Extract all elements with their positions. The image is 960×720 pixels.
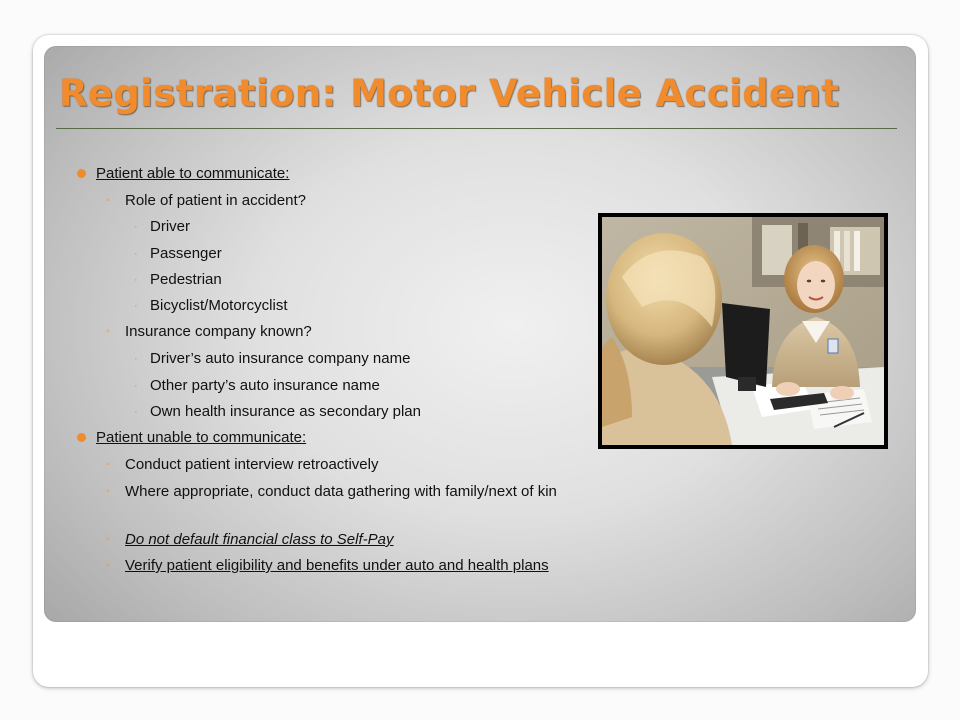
small-dot-bullet-icon: · [134, 380, 138, 392]
list-item-text: Own health insurance as secondary plan [150, 403, 421, 420]
sub-bullet-text: Verify patient eligibility and benefits under auto and health plans [125, 557, 549, 574]
bullet-text: Patient unable to communicate: [96, 429, 307, 446]
list-item-text: Driver [150, 218, 190, 235]
ring-bullet-icon: ◦ [106, 326, 110, 337]
slide-title: Registration: Motor Vehicle Accident [59, 72, 840, 115]
small-dot-bullet-icon: · [134, 274, 138, 286]
small-dot-bullet-icon: · [134, 221, 138, 233]
ring-bullet-icon: ◦ [106, 560, 110, 571]
sub-bullet-text: Where appropriate, conduct data gathering with family/next of kin [125, 483, 557, 500]
sub-bullet-text: Conduct patient interview retroactively [125, 456, 379, 473]
small-dot-bullet-icon: · [134, 248, 138, 260]
ring-bullet-icon: ◦ [106, 195, 110, 206]
ring-bullet-icon: ◦ [106, 486, 110, 497]
bullet-text: Patient able to communicate: [96, 165, 290, 182]
sub-bullet-text: Role of patient in accident? [125, 192, 306, 209]
list-item-text: Other party’s auto insurance name [150, 377, 380, 394]
list-item-text: Bicyclist/Motorcyclist [150, 297, 288, 314]
sub-bullet-text: Insurance company known? [125, 323, 312, 340]
photo-frame [598, 213, 888, 449]
small-dot-bullet-icon: · [134, 406, 138, 418]
ring-bullet-icon: ◦ [106, 459, 110, 470]
list-item-text: Driver’s auto insurance company name [150, 350, 411, 367]
small-dot-bullet-icon: · [134, 300, 138, 312]
title-divider [56, 128, 897, 129]
small-dot-bullet-icon: · [134, 353, 138, 365]
list-item-text: Pedestrian [150, 271, 222, 288]
ring-bullet-icon: ◦ [106, 534, 110, 545]
registration-desk-photo [602, 217, 884, 445]
list-item-text: Passenger [150, 245, 222, 262]
sub-bullet-text: Do not default financial class to Self-Pay [125, 531, 394, 548]
